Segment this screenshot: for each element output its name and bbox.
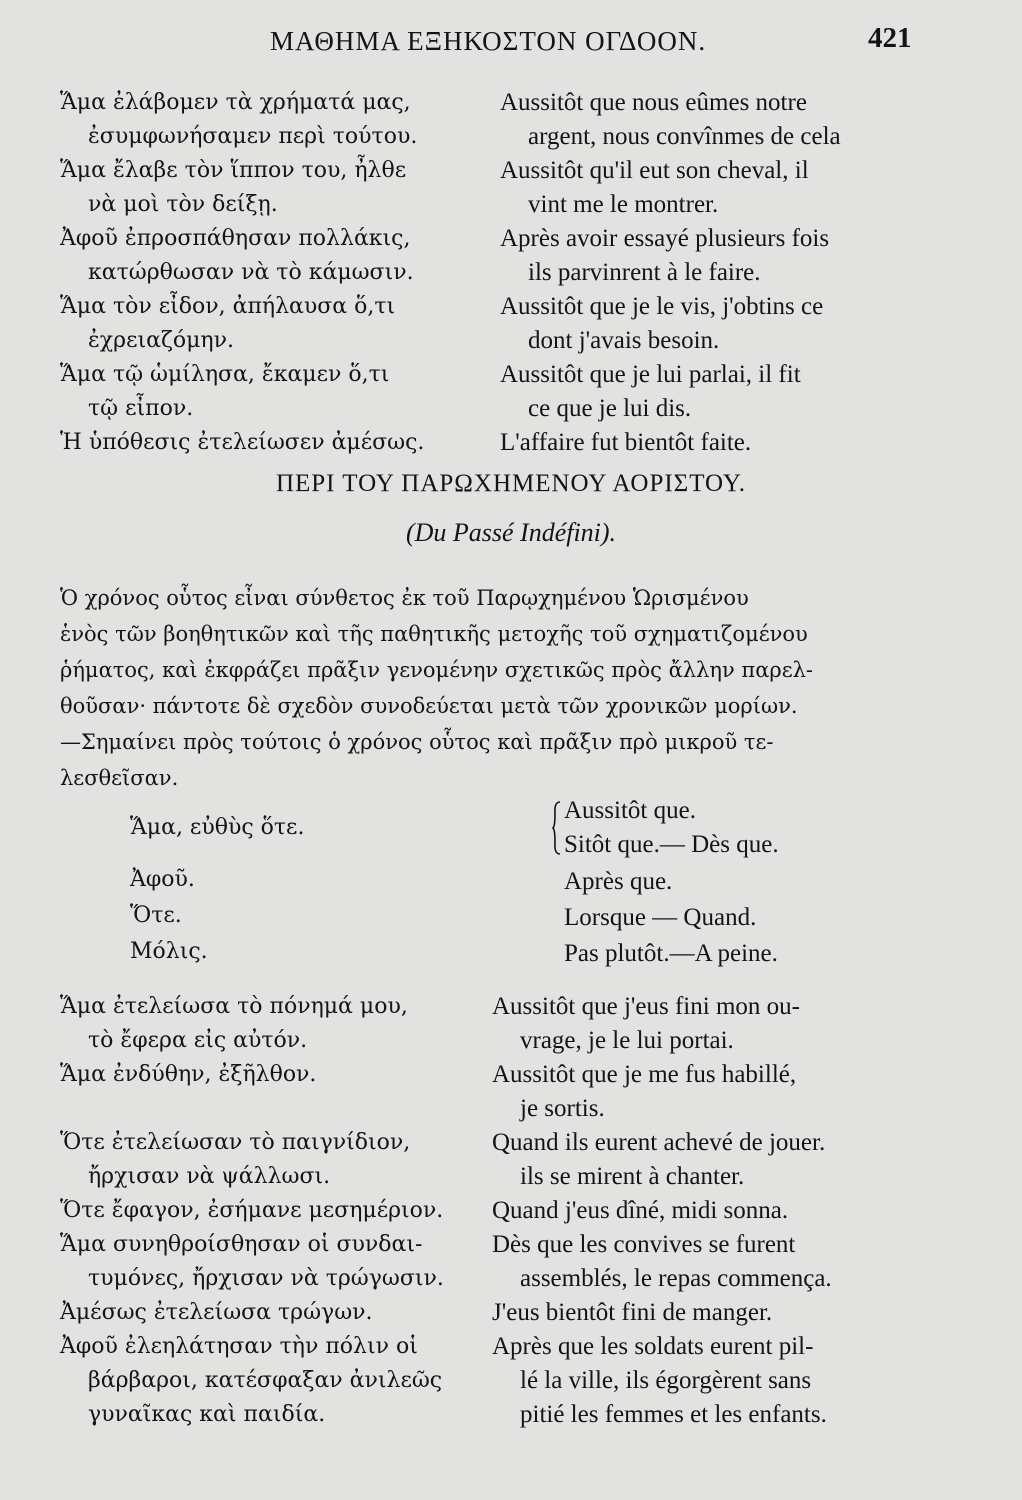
greek-line: ἐχρειαζόμην.: [88, 328, 234, 353]
french-line: ce que je lui dis.: [528, 395, 692, 422]
conjunction-french: Après que.: [564, 868, 673, 895]
french-line: dont j'avais besoin.: [528, 327, 720, 354]
greek-line: νὰ μοὶ τὸν δείξῃ.: [88, 192, 278, 217]
section2-french-column: [492, 990, 972, 1432]
french-line: Aussitôt que je me fus habillé,: [492, 1061, 797, 1088]
french-line: vrage, je le lui portai.: [520, 1027, 734, 1054]
french-line: argent, nous convînmes de cela: [528, 123, 841, 150]
greek-line: Ἅμα ἔλαβε τὸν ἵππον του, ἦλθε: [60, 158, 407, 183]
french-line: Aussitôt que nous eûmes notre: [500, 89, 807, 116]
explanatory-paragraph: [60, 580, 960, 796]
french-line: Quand j'eus dîné, midi sonna.: [492, 1197, 789, 1224]
greek-line: Ἡ ὑπόθεσις ἐτελείωσεν ἀμέσως.: [60, 430, 425, 455]
section1-greek-column: [60, 86, 490, 460]
greek-line: γυναῖκας καὶ παιδία.: [88, 1402, 326, 1427]
greek-line: κατώρθωσαν νὰ τὸ κάμωσιν.: [88, 260, 414, 285]
french-line: Aussitôt que j'eus fini mon ou-: [492, 993, 800, 1020]
conjunction-greek: Μόλις.: [130, 939, 208, 964]
french-line: assemblés, le repas commença.: [520, 1265, 832, 1292]
conjunction-french: Sitôt que.— Dès que.: [564, 831, 779, 858]
greek-line: Ἅμα τῷ ὡμίλησα, ἔκαμεν ὅ,τι: [60, 362, 390, 387]
brace-icon: [552, 800, 562, 856]
greek-line: βάρβαροι, κατέσφαξαν ἀνιλεῶς: [88, 1368, 443, 1393]
greek-line: Ὅτε ἐτελείωσαν τὸ παιγνίδιον,: [60, 1130, 411, 1155]
paragraph-line: —Σημαίνει πρὸς τούτοις ὁ χρόνος οὗτος καὶ πρᾶξιν πρὸ μικροῦ τε-: [60, 730, 774, 754]
section1-french-column: [500, 86, 970, 460]
page-header: [0, 22, 1022, 62]
greek-line: τὸ ἔφερα εἰς αὐτόν.: [88, 1028, 308, 1053]
greek-line: Ἅμα ἐνδύθην, ἐξῆλθον.: [60, 1062, 317, 1087]
paragraph-line: ῥήματος, καὶ ἐκφράζει πρᾶξιν γενομένην σχετικῶς πρὸς ἄλλην παρελ-: [60, 658, 814, 682]
paragraph-line: λεσθεῖσαν.: [60, 766, 179, 790]
greek-line: ἤρχισαν νὰ ψάλλωσι.: [88, 1164, 331, 1189]
paragraph-line: θοῦσαν· πάντοτε δὲ σχεδὸν συνοδεύεται μετὰ τῶν χρονικῶν μορίων.: [60, 694, 798, 718]
section2-greek-column: [60, 990, 490, 1432]
section-heading: ΠΕΡΙ ΤΟΥ ΠΑΡΩΧΗΜΕΝΟΥ ΑΟΡΙΣΤΟΥ.: [275, 470, 747, 497]
greek-line: Ὅτε ἔφαγον, ἐσήμανε μεσημέριον.: [60, 1198, 444, 1223]
greek-line: ἐσυμφωνήσαμεν περὶ τούτου.: [88, 124, 418, 149]
greek-line: Ἅμα συνηθροίσθησαν οἱ συνδαι-: [60, 1232, 423, 1257]
french-line: pitié les femmes et les enfants.: [520, 1401, 827, 1428]
french-line: Dès que les convives se furent: [492, 1231, 796, 1258]
conjunctions-french-column: [552, 794, 952, 972]
french-line: ils parvinrent à le faire.: [528, 259, 761, 286]
section-subheading: (Du Passé Indéfini).: [405, 518, 617, 547]
french-line: Après que les soldats eurent pil-: [492, 1333, 814, 1360]
greek-line: [60, 1092, 490, 1126]
french-line: Aussitôt que je le vis, j'obtins ce: [500, 293, 824, 320]
conjunction-brace-group: [552, 794, 952, 864]
paragraph-line: ἑνὸς τῶν βοηθητικῶν καὶ τῆς παθητικῆς μετοχῆς τοῦ σχηματιζομένου: [60, 622, 808, 646]
conjunction-greek: Ὅτε.: [130, 903, 182, 928]
conjunction-french: Aussitôt que.: [564, 797, 696, 824]
conjunction-french: Lorsque — Quand.: [564, 904, 757, 931]
paragraph-line: Ὁ χρόνος οὗτος εἶναι σύνθετος ἐκ τοῦ Παρῳχημένου Ὡρισμένου: [60, 586, 749, 610]
greek-line: Ἀφοῦ ἐπροσπάθησαν πολλάκις,: [60, 226, 411, 251]
french-line: ils se mirent à chanter.: [520, 1163, 745, 1190]
greek-line: τῷ εἶπον.: [88, 396, 194, 421]
french-line: je sortis.: [520, 1095, 605, 1122]
greek-line: τυμόνες, ἤρχισαν νὰ τρώγωσιν.: [88, 1266, 444, 1291]
conjunction-greek: Ἅμα, εὐθὺς ὅτε.: [130, 815, 305, 840]
greek-line: Ἅμα ἐλάβομεν τὰ χρήματά μας,: [60, 90, 411, 115]
conjunction-greek: Ἀφοῦ.: [130, 867, 195, 892]
conjunction-french: Pas plutôt.—A peine.: [564, 940, 778, 967]
french-line: Quand ils eurent achevé de jouer.: [492, 1129, 826, 1156]
french-line: L'affaire fut bientôt faite.: [500, 429, 752, 456]
french-line: J'eus bientôt fini de manger.: [492, 1299, 773, 1326]
french-line: lé la ville, ils égorgèrent sans: [520, 1367, 812, 1394]
french-line: Après avoir essayé plusieurs fois: [500, 225, 830, 252]
running-title: ΜΑΘΗΜΑ ΕΞΗΚΟΣΤΟΝ ΟΓΔΟΟΝ.: [270, 26, 707, 56]
page-number: 421: [868, 22, 912, 54]
greek-line: Ἅμα τὸν εἶδον, ἀπήλαυσα ὅ,τι: [60, 294, 396, 319]
french-line: Aussitôt que je lui parlai, il fit: [500, 361, 801, 388]
greek-line: Ἀμέσως ἐτελείωσα τρώγων.: [60, 1300, 373, 1325]
french-line: Aussitôt qu'il eut son cheval, il: [500, 157, 809, 184]
greek-line: Ἀφοῦ ἐλεηλάτησαν τὴν πόλιν οἱ: [60, 1334, 418, 1359]
greek-line: Ἅμα ἐτελείωσα τὸ πόνημά μου,: [60, 994, 408, 1019]
conjunctions-greek-column: [130, 808, 430, 970]
french-line: vint me le montrer.: [528, 191, 719, 218]
